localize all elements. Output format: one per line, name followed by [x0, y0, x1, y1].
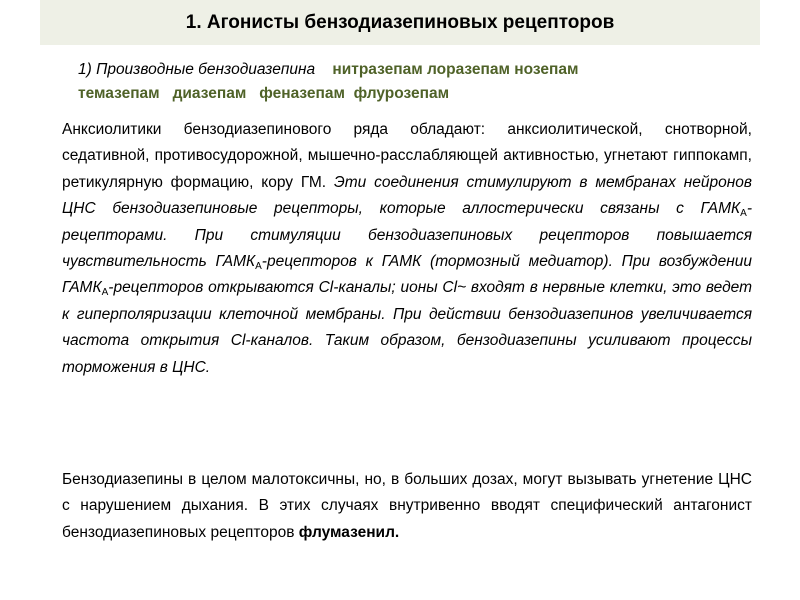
p1-sub1: А	[740, 208, 747, 220]
p2-bold-flumazenil: флумазенил.	[298, 523, 400, 541]
drug-list-intro: 1) Производные бензодиазепина	[78, 61, 316, 78]
p1-sub2: А	[255, 261, 262, 273]
p1-text-a: Анксиолитики бензодиазепинового ряда обладают: анксиолитической, снотворной, седативной, противосудорожной, мышечно-расслабляющей активностью, угнетают гиппокамп, ретикулярную формацию, кору ГМ.	[62, 121, 752, 191]
drug-names-line2: темазепам диазепам феназепам флурозепам	[78, 85, 450, 102]
p1-text-c: -рецепторами. При стимуляции бензодиазепиновых рецепторов повышается чувствительность ГАМК	[62, 200, 752, 271]
slide-title: 1. Агонисты бензодиазепиновых рецепторов	[185, 11, 615, 33]
paragraph-toxicity	[62, 467, 752, 546]
p1-text-b: Эти соединения стимулируют в мембранах нейронов ЦНС бензодиазепиновые рецепторы, которые аллостерически связаны с ГАМК	[62, 173, 752, 218]
title-bar	[40, 0, 760, 45]
p1-sub3: А	[101, 287, 109, 299]
p2-text: Бензодиазепины в целом малотоксичны, но, в больших дозах, могут вызывать угнетение ЦНС с нарушением дыхания. В этих случаях внутривенно вводят специфический антагонист бензодиазепиновых рецепторов	[62, 471, 752, 541]
drug-list	[78, 58, 758, 106]
p1-text-d: -рецепторов к ГАМК (тормозный медиатор). При возбуждении ГАМК	[62, 253, 752, 297]
p1-text-e: -рецепторов открываются Cl-каналы; ионы Cl~ входят в нервные клетки, это ведет к гиперполяризации клеточной мембраны. При действии бензодиазепинов увеличивается частота открытия Cl-каналов. Таким образом, бензодиазепины усиливают процессы торможения в ЦНС.	[62, 279, 752, 376]
paragraph-mechanism	[62, 117, 752, 381]
drug-names-line1: нитразепам лоразепам нозепам	[332, 61, 579, 78]
